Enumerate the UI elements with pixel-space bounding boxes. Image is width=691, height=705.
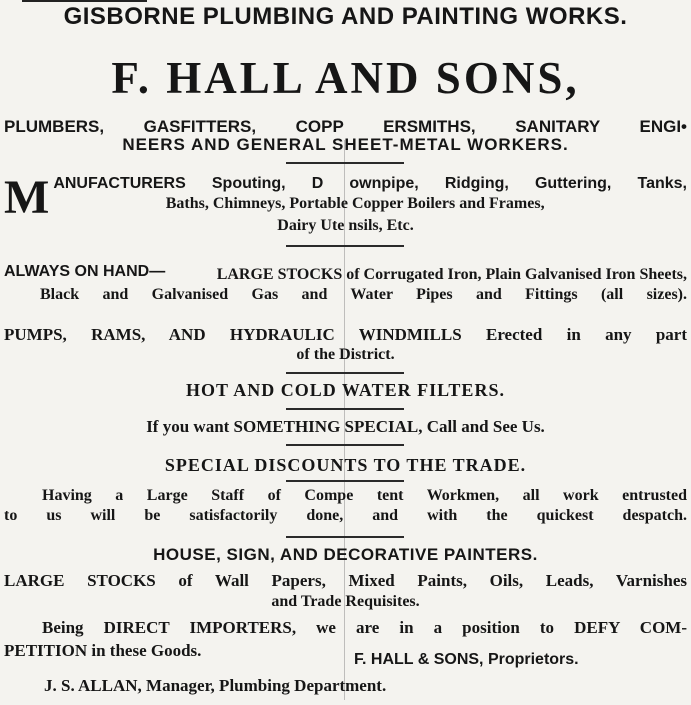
manufacturers-line-1: ANUFACTURERS Spouting, D ownpipe, Ridging, Guttering, Tanks, (53, 175, 687, 192)
pumps-line-2: of the District. (296, 346, 395, 363)
divider (286, 162, 404, 164)
manufacturers-line-2: Baths, Chimneys, Portable Copper Boilers and Frames, (165, 195, 545, 212)
proprietors: F. HALL & SONS, Proprietors. (354, 651, 579, 668)
stocks-line-1: LARGE STOCKS of Wall Papers, Mixed Paints, Oils, Leads, Varnishes (4, 571, 687, 590)
water-filters: HOT AND COLD WATER FILTERS. (186, 380, 505, 400)
manufacturers-line-3: Dairy Ute nsils, Etc. (277, 217, 414, 234)
divider (286, 408, 404, 410)
stocks-line-2: and Trade Requisites. (271, 593, 420, 610)
trades-line-1: PLUMBERS, GASFITTERS, COPP ERSMITHS, SANITARY ENGI• (4, 117, 687, 136)
works-header: GISBORNE PLUMBING AND PAINTING WORKS. (63, 3, 628, 30)
divider (286, 536, 404, 538)
divider (286, 245, 404, 247)
staff-line-1: Having a Large Staff of Compe tent Workmen, all work entrusted (42, 487, 687, 504)
divider (286, 480, 404, 482)
always-line-2: Black and Galvanised Gas and Water Pipes and Fittings (all sizes). (40, 286, 687, 303)
always-line-1: LARGE STOCKS of Corrugated Iron, Plain Galvanised Iron Sheets, (216, 266, 687, 283)
manager-line: J. S. ALLAN, Manager, Plumbing Department. (44, 676, 387, 695)
firm-name: F. HALL AND SONS, (111, 53, 580, 103)
manufacturers-block (4, 171, 687, 224)
painters-heading: HOUSE, SIGN, AND DECORATIVE PAINTERS. (153, 545, 538, 564)
something-special: If you want SOMETHING SPECIAL, Call and See Us. (146, 417, 545, 436)
trades-line-2: NEERS AND GENERAL SHEET-METAL WORKERS. (122, 135, 569, 154)
importers-line-1: Being DIRECT IMPORTERS, we are in a position to DEFY COM- (42, 618, 687, 637)
importers-line-2: PETITION in these Goods. (4, 641, 202, 660)
divider (286, 372, 404, 374)
drop-cap: M (4, 171, 50, 224)
trade-discounts: SPECIAL DISCOUNTS TO THE TRADE. (164, 455, 527, 475)
pumps-line-1: PUMPS, RAMS, AND HYDRAULIC WINDMILLS Erected in any part (4, 325, 687, 344)
top-rule (22, 0, 147, 2)
staff-line-2: to us will be satisfactorily done, and with the quickest despatch. (4, 507, 687, 524)
divider (286, 444, 404, 446)
always-heading: ALWAYS ON HAND— (4, 263, 166, 280)
